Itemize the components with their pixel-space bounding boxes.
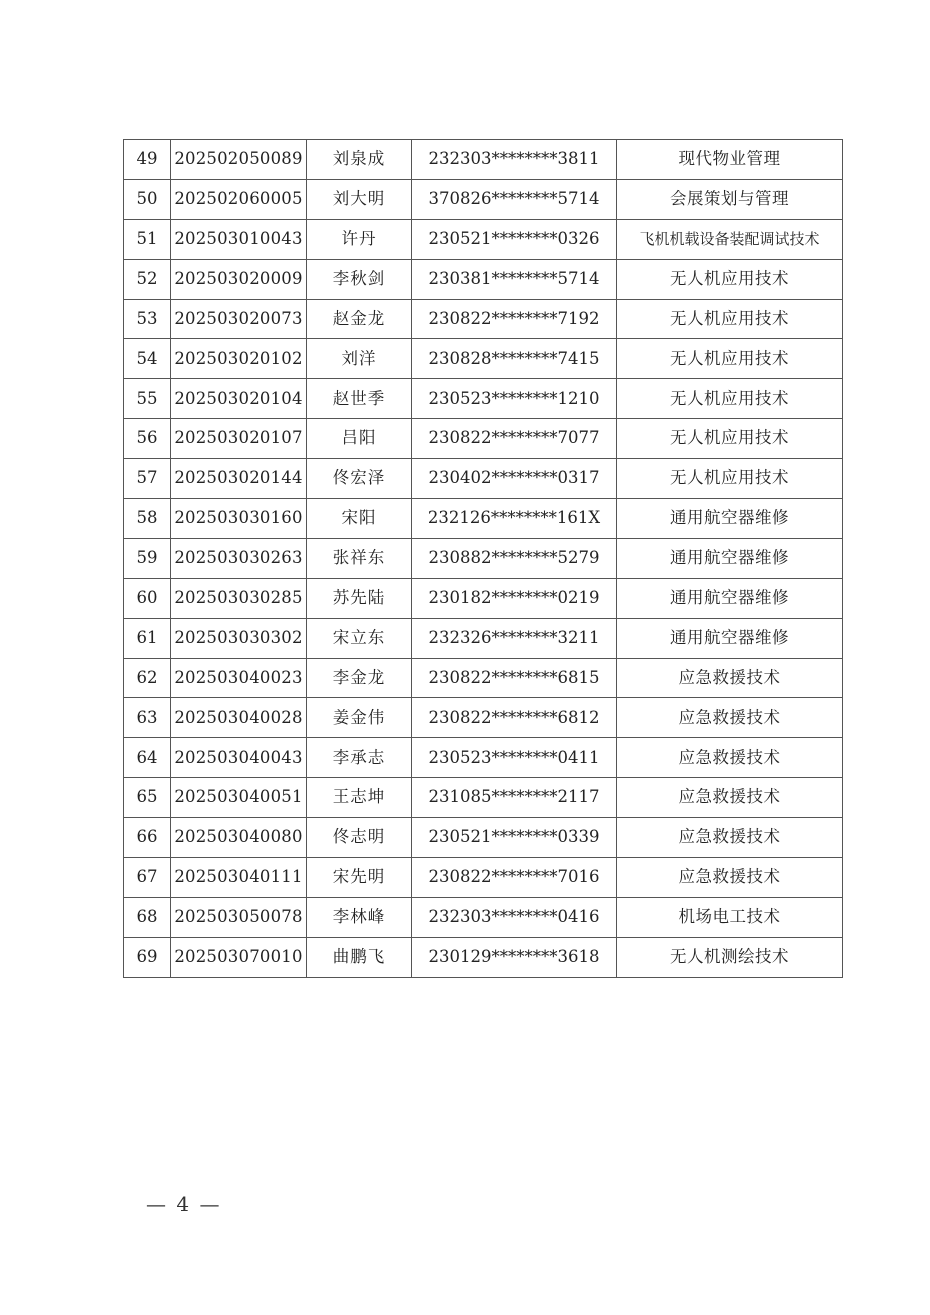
id-number-cell: 231085********2117 — [412, 778, 617, 818]
row-number-cell: 66 — [124, 818, 171, 858]
id-number-cell: 230182********0219 — [412, 578, 617, 618]
major-cell: 应急救援技术 — [617, 858, 843, 898]
student-name-cell: 赵金龙 — [307, 299, 412, 339]
major-cell: 无人机应用技术 — [617, 419, 843, 459]
id-number-cell: 230828********7415 — [412, 339, 617, 379]
id-number-cell: 230822********6815 — [412, 658, 617, 698]
major-cell: 通用航空器维修 — [617, 538, 843, 578]
major-cell: 无人机应用技术 — [617, 299, 843, 339]
student-id-cell: 202503020107 — [171, 419, 307, 459]
table-row — [124, 140, 843, 180]
row-number-cell: 64 — [124, 738, 171, 778]
id-number-cell: 230521********0339 — [412, 818, 617, 858]
student-name-cell: 赵世季 — [307, 379, 412, 419]
page-number: — 4 — — [146, 1192, 222, 1216]
row-number-cell: 68 — [124, 897, 171, 937]
row-number-cell: 59 — [124, 538, 171, 578]
row-number-cell: 67 — [124, 858, 171, 898]
student-name-cell: 刘大明 — [307, 179, 412, 219]
id-number-cell: 230822********7016 — [412, 858, 617, 898]
major-cell: 应急救援技术 — [617, 778, 843, 818]
student-id-cell: 202503050078 — [171, 897, 307, 937]
row-number-cell: 61 — [124, 618, 171, 658]
table-row — [124, 698, 843, 738]
major-cell: 应急救援技术 — [617, 658, 843, 698]
table-row — [124, 339, 843, 379]
student-name-cell: 宋先明 — [307, 858, 412, 898]
major-cell: 通用航空器维修 — [617, 578, 843, 618]
table-row — [124, 778, 843, 818]
row-number-cell: 65 — [124, 778, 171, 818]
student-id-cell: 202503040023 — [171, 658, 307, 698]
id-number-cell: 230523********1210 — [412, 379, 617, 419]
id-number-cell: 230381********5714 — [412, 259, 617, 299]
student-id-cell: 202503040111 — [171, 858, 307, 898]
student-id-cell: 202503030285 — [171, 578, 307, 618]
student-name-cell: 姜金伟 — [307, 698, 412, 738]
table-row — [124, 499, 843, 539]
student-id-cell: 202503040080 — [171, 818, 307, 858]
student-name-cell: 李秋剑 — [307, 259, 412, 299]
id-number-cell: 232326********3211 — [412, 618, 617, 658]
row-number-cell: 53 — [124, 299, 171, 339]
row-number-cell: 60 — [124, 578, 171, 618]
student-name-cell: 佟志明 — [307, 818, 412, 858]
student-id-cell: 202503030263 — [171, 538, 307, 578]
row-number-cell: 58 — [124, 499, 171, 539]
student-id-cell: 202503020104 — [171, 379, 307, 419]
student-name-cell: 李承志 — [307, 738, 412, 778]
major-cell: 应急救援技术 — [617, 738, 843, 778]
row-number-cell: 57 — [124, 459, 171, 499]
id-number-cell: 230402********0317 — [412, 459, 617, 499]
major-cell: 无人机测绘技术 — [617, 937, 843, 977]
table-row — [124, 618, 843, 658]
row-number-cell: 54 — [124, 339, 171, 379]
student-id-cell: 202503020073 — [171, 299, 307, 339]
major-cell: 通用航空器维修 — [617, 499, 843, 539]
student-id-cell: 202503070010 — [171, 937, 307, 977]
student-id-cell: 202502060005 — [171, 179, 307, 219]
student-name-cell: 刘洋 — [307, 339, 412, 379]
table-row — [124, 658, 843, 698]
id-number-cell: 230882********5279 — [412, 538, 617, 578]
student-id-cell: 202503040028 — [171, 698, 307, 738]
row-number-cell: 62 — [124, 658, 171, 698]
student-name-cell: 李林峰 — [307, 897, 412, 937]
id-number-cell: 232303********0416 — [412, 897, 617, 937]
student-id-cell: 202503040043 — [171, 738, 307, 778]
student-name-cell: 李金龙 — [307, 658, 412, 698]
table-row — [124, 179, 843, 219]
table-row — [124, 299, 843, 339]
id-number-cell: 230521********0326 — [412, 219, 617, 259]
table-row — [124, 578, 843, 618]
major-cell: 现代物业管理 — [617, 140, 843, 180]
row-number-cell: 51 — [124, 219, 171, 259]
id-number-cell: 232126********161X — [412, 499, 617, 539]
student-name-cell: 宋立东 — [307, 618, 412, 658]
table-row — [124, 538, 843, 578]
student-id-cell: 202503010043 — [171, 219, 307, 259]
id-number-cell: 232303********3811 — [412, 140, 617, 180]
major-cell: 无人机应用技术 — [617, 339, 843, 379]
student-id-cell: 202502050089 — [171, 140, 307, 180]
student-name-cell: 曲鹏飞 — [307, 937, 412, 977]
row-number-cell: 56 — [124, 419, 171, 459]
table-row — [124, 219, 843, 259]
table-row — [124, 259, 843, 299]
student-name-cell: 苏先陆 — [307, 578, 412, 618]
student-id-cell: 202503020009 — [171, 259, 307, 299]
major-cell: 会展策划与管理 — [617, 179, 843, 219]
major-cell: 无人机应用技术 — [617, 259, 843, 299]
major-cell: 应急救援技术 — [617, 818, 843, 858]
row-number-cell: 63 — [124, 698, 171, 738]
major-cell: 无人机应用技术 — [617, 459, 843, 499]
student-id-cell: 202503020144 — [171, 459, 307, 499]
student-id-cell: 202503030160 — [171, 499, 307, 539]
id-number-cell: 230129********3618 — [412, 937, 617, 977]
table-row — [124, 937, 843, 977]
row-number-cell: 55 — [124, 379, 171, 419]
student-name-cell: 刘泉成 — [307, 140, 412, 180]
student-id-cell: 202503020102 — [171, 339, 307, 379]
id-number-cell: 230822********7077 — [412, 419, 617, 459]
major-cell: 应急救援技术 — [617, 698, 843, 738]
major-cell: 机场电工技术 — [617, 897, 843, 937]
major-cell: 飞机机载设备装配调试技术 — [617, 219, 843, 259]
table-row — [124, 459, 843, 499]
table-row — [124, 897, 843, 937]
row-number-cell: 69 — [124, 937, 171, 977]
table-row — [124, 858, 843, 898]
row-number-cell: 52 — [124, 259, 171, 299]
row-number-cell: 50 — [124, 179, 171, 219]
id-number-cell: 370826********5714 — [412, 179, 617, 219]
row-number-cell: 49 — [124, 140, 171, 180]
table-row — [124, 818, 843, 858]
id-number-cell: 230523********0411 — [412, 738, 617, 778]
major-cell: 通用航空器维修 — [617, 618, 843, 658]
table-row — [124, 379, 843, 419]
roster-table-body — [124, 140, 843, 978]
student-name-cell: 吕阳 — [307, 419, 412, 459]
student-name-cell: 宋阳 — [307, 499, 412, 539]
student-roster-table — [123, 139, 843, 978]
table-row — [124, 738, 843, 778]
table-row — [124, 419, 843, 459]
student-name-cell: 张祥东 — [307, 538, 412, 578]
student-name-cell: 佟宏泽 — [307, 459, 412, 499]
student-name-cell: 许丹 — [307, 219, 412, 259]
student-id-cell: 202503040051 — [171, 778, 307, 818]
id-number-cell: 230822********7192 — [412, 299, 617, 339]
id-number-cell: 230822********6812 — [412, 698, 617, 738]
student-id-cell: 202503030302 — [171, 618, 307, 658]
student-name-cell: 王志坤 — [307, 778, 412, 818]
major-cell: 无人机应用技术 — [617, 379, 843, 419]
